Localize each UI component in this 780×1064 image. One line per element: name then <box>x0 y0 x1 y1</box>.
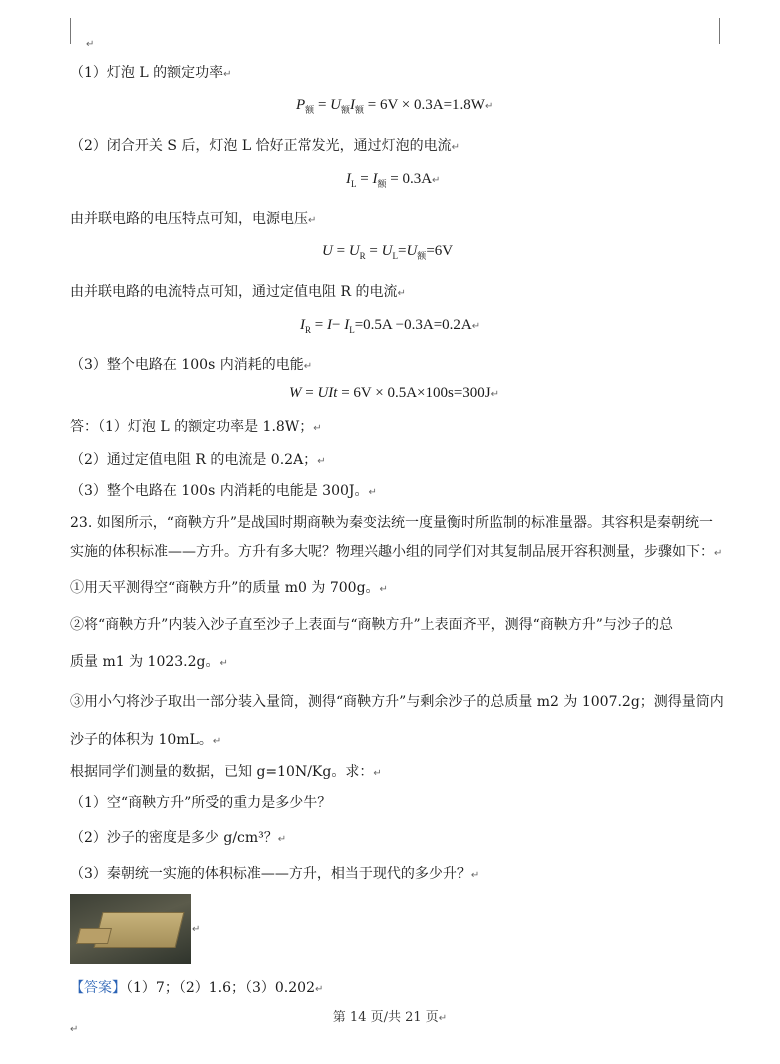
equation-power: $P_额 = U_额I_额 = 6V$ × 0.3A=1.8W↵ <box>296 97 494 115</box>
equation-current-resistor: $I_R = I- I_L=0.5A$ −0.3A=0.2A↵ <box>300 317 481 335</box>
step-3-line2: 沙子的体积为 10mL。↵ <box>70 732 222 748</box>
step-2-line1: ②将“商鞅方升”内装入沙子直至沙子上表面与“商鞅方升”上表面齐平，测得“商鞅方升”与沙子的总 <box>70 617 673 633</box>
answer-row: 【答案】（1）7；（2）1.6；（3）0.202↵ <box>70 980 324 996</box>
paragraph-mark: ↵ <box>70 1024 79 1035</box>
question-1: （1）空“商鞅方升”所受的重力是多少牛？ <box>70 795 332 811</box>
equation-energy: W = UIt = 6V × 0.5A×100s=300J↵ <box>289 385 500 401</box>
step-3-line1: ③用小勺将沙子取出一部分装入量筒，测得“商鞅方升”与剩余沙子的总质量 m2 为 1007.2g；测得量筒内 <box>70 694 724 710</box>
crop-mark-right <box>719 18 720 44</box>
question-2: （2）沙子的密度是多少 g/cm³？↵ <box>70 830 287 846</box>
section2-title: （2）闭合开关 S 后，灯泡 L 恰好正常发光，通过灯泡的电流↵ <box>70 138 460 154</box>
section3-title: （3）整个电路在 100s 内消耗的电能↵ <box>70 357 313 373</box>
q23-line1: 23. 如图所示，“商鞅方升”是战国时期商鞅为秦变法统一度量衡时所监制的标准量器。其容积是秦朝统一 <box>70 515 714 531</box>
voltage-text: 由并联电路的电压特点可知，电源电压↵ <box>70 211 317 227</box>
answer-3: （3）整个电路在 100s 内消耗的电能是 300J。↵ <box>70 483 377 499</box>
current-text: 由并联电路的电流特点可知，通过定值电阻 R 的电流↵ <box>70 284 406 300</box>
vessel-handle <box>76 928 112 944</box>
question-3: （3）秦朝统一实施的体积标准——方升，相当于现代的多少升？↵ <box>70 866 480 882</box>
paragraph-mark: ↵ <box>192 924 201 935</box>
answer-text: （1）7；（2）1.6；（3）0.202 <box>126 980 315 996</box>
answer-label: 【答案】 <box>70 980 126 996</box>
given-text: 根据同学们测量的数据，已知 g=10N/Kg。求：↵ <box>70 764 382 780</box>
answer-2: （2）通过定值电阻 R 的电流是 0.2A；↵ <box>70 452 326 468</box>
page-footer: 第 14 页/共 21 页↵ <box>332 1010 448 1025</box>
crop-mark-left <box>70 18 71 44</box>
equation-current-bulb: $I_L = I_额$ = 0.3A↵ <box>346 171 441 189</box>
paragraph-mark: ↵ <box>86 39 95 50</box>
equation-voltage: $U = U_R = U_L=U_额=6V$ <box>322 243 454 261</box>
answer-1: 答：（1）灯泡 L 的额定功率是 1.8W；↵ <box>70 419 322 435</box>
step-1: ①用天平测得空“商鞅方升”的质量 m0 为 700g。↵ <box>70 580 388 596</box>
section1-title: （1）灯泡 L 的额定功率↵ <box>70 65 232 81</box>
shang-yang-fangsheng-photo <box>70 894 191 964</box>
step-2-line2: 质量 m1 为 1023.2g。↵ <box>70 654 228 670</box>
q23-line2: 实施的体积标准——方升。方升有多大呢？物理兴趣小组的同学们对其复制品展开容积测量，步骤如下：↵ <box>70 544 723 560</box>
